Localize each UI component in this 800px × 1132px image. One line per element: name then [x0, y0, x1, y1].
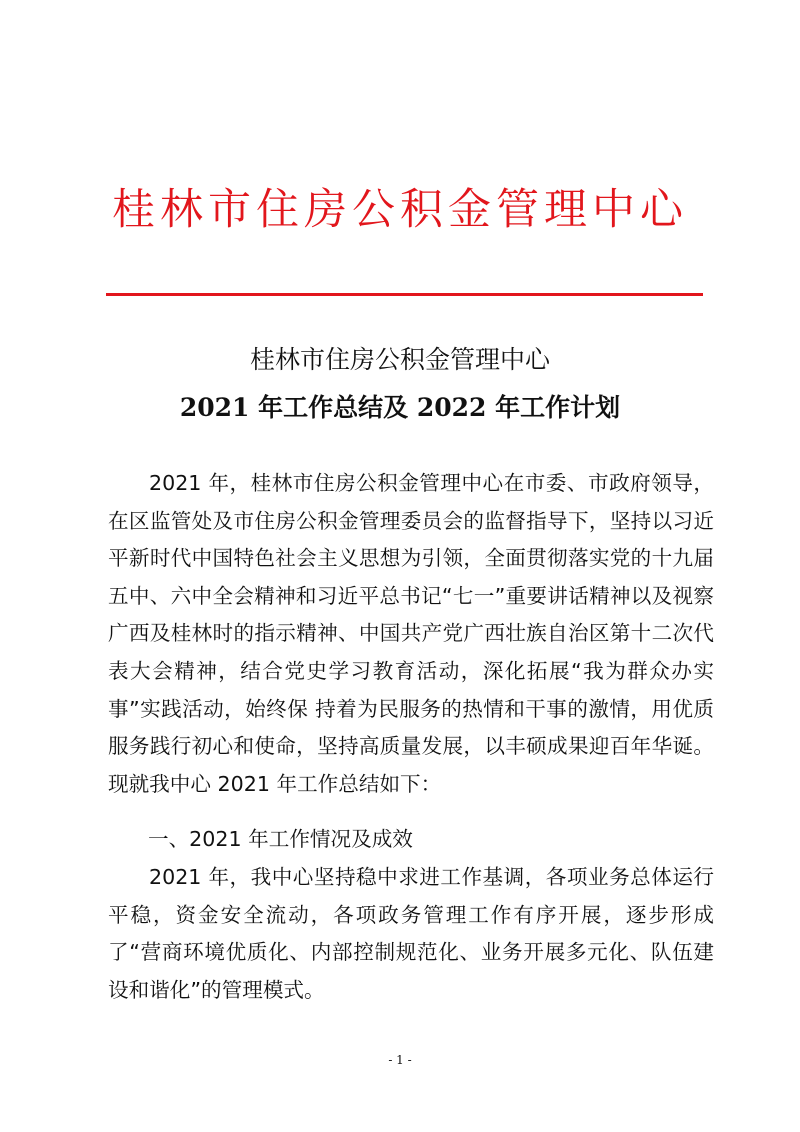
- masthead-org-name: 桂林市住房公积金管理中心: [112, 185, 688, 235]
- body-paragraph-2-text: 2021 年，我中心坚持稳中求进工作基调，各项业务总体运行平稳，资金安全流动，各项政务管理工作有序开展，逐步形成了“营商环境优质化、内部控制规范化、业务开展多元化、队伍建设和谐化”的管理模式。: [108, 865, 714, 1002]
- body-paragraph-1: [108, 465, 714, 803]
- document-title-line-2: 2021 年工作总结及 2022 年工作计划: [179, 393, 621, 422]
- document-title-line-1: 桂林市住房公积金管理中心: [249, 345, 550, 374]
- red-header-rule: [106, 293, 703, 296]
- body-paragraph-2: [108, 859, 714, 1009]
- page-number: - 1 -: [388, 1053, 412, 1067]
- body-paragraph-1-text: 2021 年，桂林市住房公积金管理中心在市委、市政府领导，在区监管处及市住房公积金管理委员会的监督指导下，坚持以习近平新时代中国特色社会主义思想为引领，全面贯彻落实党的十九届五中、六中全会精神和习近平总书记“七一”重要讲话精神以及视察广西及桂林时的指示精神、中国共产党广西壮族自治区第十二次代表大会精神，结合党史学习教育活动，深化拓展“我为群众办实事”实践活动，始终保 持着为民服务的热情和干事的激情，用优质服务践行初心和使命，坚持高质量发展，以丰硕成果迎百年华诞。现就我中心 2021 年工作总结如下：: [108, 471, 714, 796]
- section-heading: 一、2021 年工作情况及成效: [148, 827, 413, 851]
